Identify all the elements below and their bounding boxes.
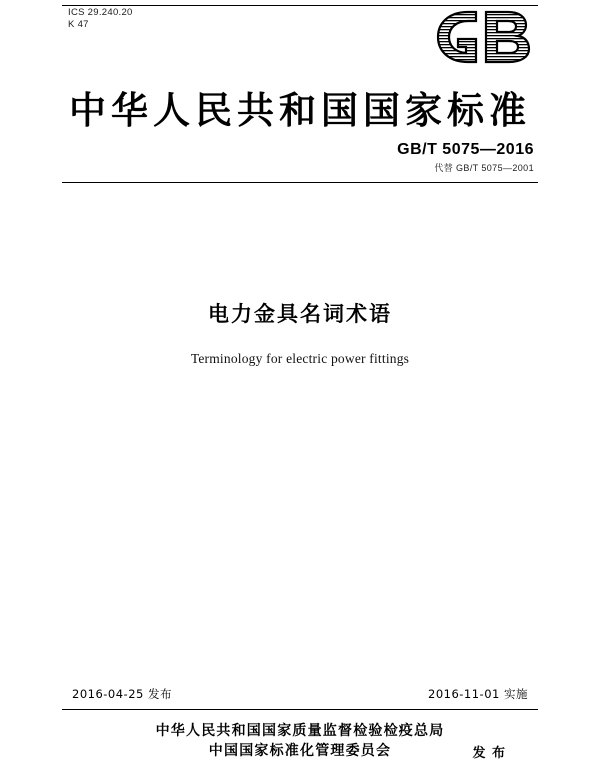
document-title-english: Terminology for electric power fittings [190, 351, 410, 366]
issue-label: 发 布 [472, 746, 506, 761]
header-divider-rule [62, 182, 538, 183]
ics-classification-block [68, 7, 133, 31]
standard-number: GB/T 5075—2016 [397, 141, 534, 158]
effective-date: 2016-11-01 实施 [428, 687, 528, 701]
replaced-standard: 代替 GB/T 5075—2001 [434, 163, 534, 173]
national-standard-title: 中华人民共和国国家标准 [69, 89, 531, 132]
issuer-line-2: 中国国家标准化管理委员会 [208, 743, 392, 759]
top-divider-rule [62, 5, 538, 6]
ics-code: ICS 29.240.20 [68, 7, 133, 18]
dates-row [72, 686, 528, 702]
gb-emblem-icon [432, 8, 538, 66]
issue-date: 2016-04-25 发布 [72, 687, 172, 701]
bottom-divider-rule [62, 709, 538, 710]
standard-number-block [397, 141, 534, 174]
ccs-code: K 47 [68, 19, 89, 30]
issuer-line-1: 中华人民共和国国家质量监督检验检疫总局 [155, 723, 445, 739]
document-title-chinese: 电力金具名词术语 [208, 302, 392, 326]
issuer-block [0, 721, 600, 761]
